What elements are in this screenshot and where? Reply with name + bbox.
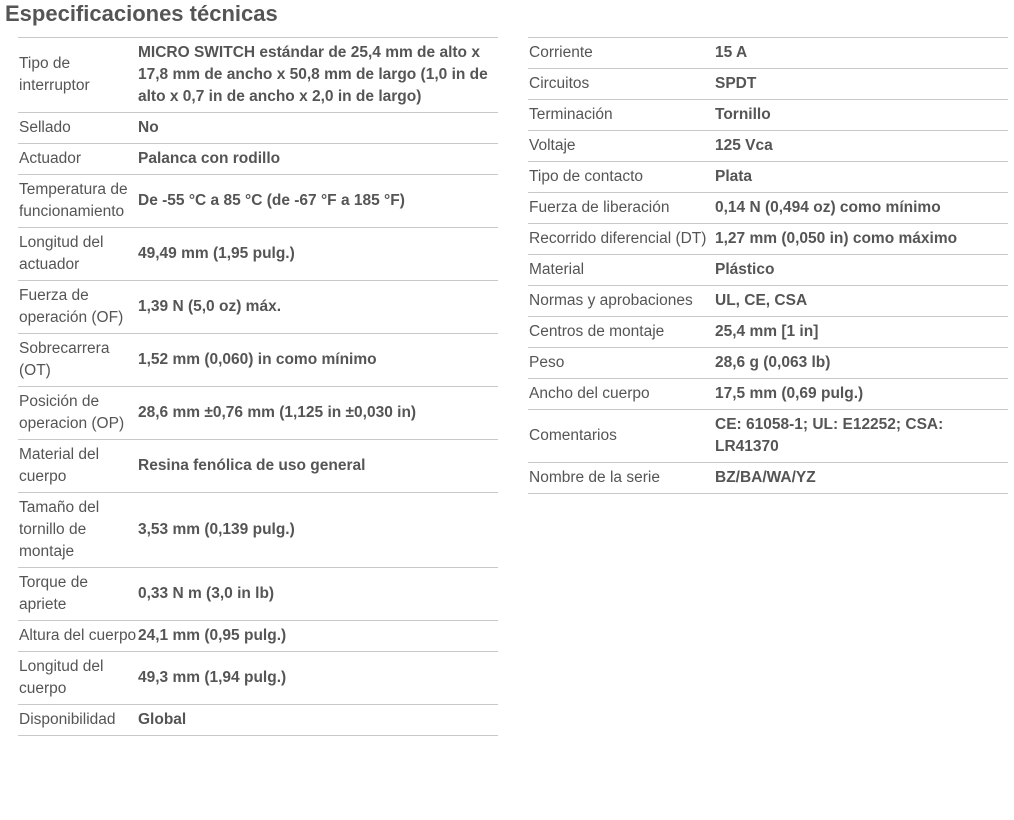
spec-label: Torque de apriete	[19, 574, 88, 613]
spec-label: Tamaño del tornillo de montaje	[19, 499, 100, 560]
spec-value: 0,33 N m (3,0 in lb)	[138, 585, 275, 602]
spec-label: Temperatura de funcionamiento	[19, 181, 128, 220]
spec-row	[18, 113, 498, 144]
spec-row	[18, 705, 498, 736]
spec-label: Fuerza de operación (OF)	[19, 287, 124, 326]
spec-value: Plástico	[715, 261, 775, 278]
spec-value: Resina fenólica de uso general	[138, 457, 366, 474]
spec-label: Centros de montaje	[529, 323, 665, 340]
spec-value: 1,27 mm (0,050 in) como máximo	[715, 230, 958, 247]
spec-row	[18, 144, 498, 175]
spec-row	[18, 387, 498, 440]
spec-label: Terminación	[529, 106, 613, 123]
spec-row	[528, 463, 1008, 494]
specs-table-right	[528, 37, 1008, 494]
spec-row	[18, 493, 498, 568]
spec-label: Ancho del cuerpo	[529, 385, 650, 402]
spec-value: De -55 °C a 85 °C (de -67 °F a 185 °F)	[138, 192, 405, 209]
spec-row	[528, 69, 1008, 100]
spec-value: 125 Vca	[715, 137, 773, 154]
spec-value: CE: 61058-1; UL: E12252; CSA: LR41370	[715, 416, 944, 455]
spec-value: 49,49 mm (1,95 pulg.)	[138, 245, 295, 262]
spec-value: No	[138, 119, 159, 136]
spec-value: Palanca con rodillo	[138, 150, 281, 167]
spec-label: Circuitos	[529, 75, 590, 92]
spec-row	[528, 286, 1008, 317]
spec-value: MICRO SWITCH estándar de 25,4 mm de alto x 17,8 mm de ancho x 50,8 mm de largo (1,0 in de alto x 0,7 in de ancho x 2,0 in de largo)	[138, 44, 488, 105]
spec-label: Posición de operacion (OP)	[19, 393, 125, 432]
spec-row	[528, 317, 1008, 348]
spec-label: Sellado	[19, 119, 71, 136]
spec-row	[528, 224, 1008, 255]
spec-row	[18, 621, 498, 652]
spec-value: 15 A	[715, 44, 748, 61]
spec-label: Material	[529, 261, 585, 278]
spec-row	[528, 100, 1008, 131]
spec-value: UL, CE, CSA	[715, 292, 808, 309]
spec-value: 3,53 mm (0,139 pulg.)	[138, 521, 295, 538]
spec-row	[18, 38, 498, 113]
spec-label: Fuerza de liberación	[529, 199, 670, 216]
spec-label: Peso	[529, 354, 565, 371]
spec-label: Comentarios	[529, 427, 617, 444]
spec-label: Material del cuerpo	[19, 446, 100, 485]
spec-value: 24,1 mm (0,95 pulg.)	[138, 627, 287, 644]
spec-row	[528, 379, 1008, 410]
page-title: Especificaciones técnicas	[5, 1, 278, 26]
spec-value: 1,52 mm (0,060) in como mínimo	[138, 351, 377, 368]
spec-label: Sobrecarrera (OT)	[19, 340, 110, 379]
spec-row	[528, 410, 1008, 463]
spec-row	[18, 568, 498, 621]
spec-row	[18, 281, 498, 334]
spec-row	[528, 38, 1008, 69]
spec-row	[18, 228, 498, 281]
spec-value: SPDT	[715, 75, 757, 92]
spec-label: Longitud del cuerpo	[19, 658, 104, 697]
spec-label: Normas y aprobaciones	[529, 292, 693, 309]
spec-label: Tipo de interruptor	[19, 55, 90, 94]
spec-value: Global	[138, 711, 187, 728]
spec-value: 0,14 N (0,494 oz) como mínimo	[715, 199, 941, 216]
spec-value: 28,6 g (0,063 lb)	[715, 354, 831, 371]
spec-row	[528, 348, 1008, 379]
spec-value: 1,39 N (5,0 oz) máx.	[138, 298, 282, 315]
spec-value: 25,4 mm [1 in]	[715, 323, 819, 340]
spec-label: Nombre de la serie	[529, 469, 660, 486]
spec-label: Recorrido diferencial (DT)	[529, 230, 707, 247]
spec-label: Tipo de contacto	[529, 168, 644, 185]
spec-row	[18, 175, 498, 228]
spec-value: 49,3 mm (1,94 pulg.)	[138, 669, 287, 686]
spec-row	[528, 131, 1008, 162]
specs-table-left	[18, 37, 498, 736]
spec-row	[18, 440, 498, 493]
spec-label: Disponibilidad	[19, 711, 116, 728]
spec-label: Actuador	[19, 150, 82, 167]
spec-label: Altura del cuerpo	[19, 627, 137, 644]
spec-row	[18, 652, 498, 705]
spec-label: Voltaje	[529, 137, 576, 154]
spec-value: BZ/BA/WA/YZ	[715, 469, 816, 486]
spec-row	[528, 162, 1008, 193]
spec-label: Longitud del actuador	[19, 234, 104, 273]
spec-row	[528, 193, 1008, 224]
spec-value: Tornillo	[715, 106, 771, 123]
spec-row	[18, 334, 498, 387]
spec-value: 17,5 mm (0,69 pulg.)	[715, 385, 864, 402]
spec-label: Corriente	[529, 44, 593, 61]
spec-value: 28,6 mm ±0,76 mm (1,125 in ±0,030 in)	[138, 404, 417, 421]
spec-value: Plata	[715, 168, 753, 185]
spec-row	[528, 255, 1008, 286]
